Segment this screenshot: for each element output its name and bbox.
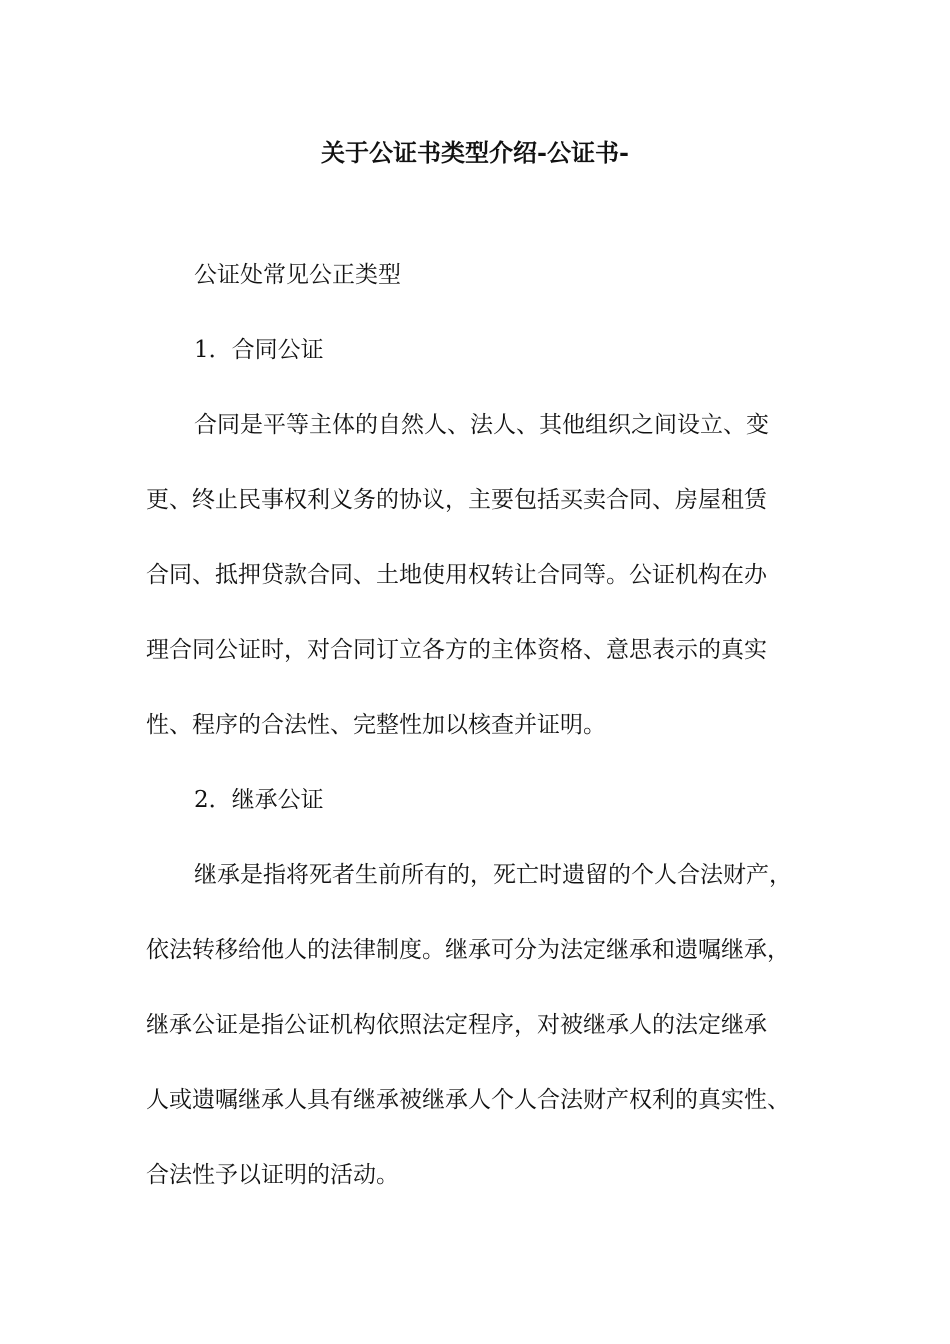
section2-paragraph-line-1: 继承是指将死者生前所有的，死亡时遗留的个人合法财产， xyxy=(194,862,792,888)
section2-heading: 2．继承公证 xyxy=(194,787,324,813)
section1-paragraph-line-1: 合同是平等主体的自然人、法人、其他组织之间设立、变 xyxy=(194,412,769,438)
section2-paragraph-line-4: 人或遗嘱继承人具有继承被继承人个人合法财产权利的真实性、 xyxy=(146,1087,790,1113)
section2-paragraph-line-3: 继承公证是指公证机构依照法定程序，对被继承人的法定继承 xyxy=(146,1012,767,1038)
section1-paragraph-line-2: 更、终止民事权利义务的协议，主要包括买卖合同、房屋租赁 xyxy=(146,487,767,513)
section1-paragraph-line-5: 性、程序的合法性、完整性加以核查并证明。 xyxy=(146,712,606,738)
document-title: 关于公证书类型介绍-公证书- xyxy=(321,138,629,167)
section2-paragraph-line-5: 合法性予以证明的活动。 xyxy=(146,1162,399,1188)
section1-paragraph-line-3: 合同、抵押贷款合同、土地使用权转让合同等。公证机构在办 xyxy=(146,562,767,588)
section2-paragraph-line-2: 依法转移给他人的法律制度。继承可分为法定继承和遗嘱继承， xyxy=(146,937,790,963)
section1-heading: 1．合同公证 xyxy=(194,337,324,363)
section1-paragraph-line-4: 理合同公证时，对合同订立各方的主体资格、意思表示的真实 xyxy=(146,637,767,663)
section-heading-main: 公证处常见公正类型 xyxy=(194,262,401,288)
